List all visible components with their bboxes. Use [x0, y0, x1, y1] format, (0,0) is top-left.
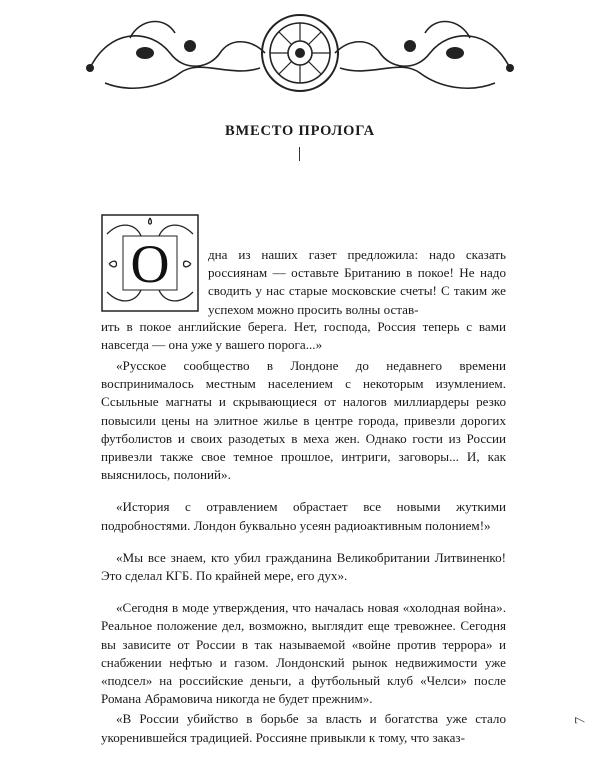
- first-paragraph-start: дна из наших газет предложила: надо сказать россиянам — оставьте Британию в покое! Не надо сводить у нас старые московские счеты! С таким же успехом можно просить волны остав-: [208, 247, 506, 317]
- paragraph: «Мы все знаем, кто убил гражданина Великобритании Литвиненко! Это сделал КГБ. По крайней мере, его дух».: [101, 549, 506, 584]
- first-paragraph-rest: ить в покое английские берега. Нет, господа, Россия теперь с вами навсегда — она уже у вашего порога...»: [101, 319, 506, 353]
- paragraph: «Русское сообщество в Лондоне до недавнего времени воспринималось местным населением с некоторым изумлением. Ссыльные магнаты и скрывающиеся от налогов миллиардеры резко повысили цены на элитное жилье в центре города, привезли дорогих футболистов и своих разодетых в меха жен. Однако гости из России привезли также свое темное прошлое, интриги, заговоры... И, как выяснилось, полоний».: [101, 358, 506, 483]
- page-number: 7: [571, 716, 588, 725]
- paragraph: «Сегодня в моде утверждения, что началась новая «холодная война». Реальное положение дел, возможно, выглядит еще тревожнее. Сегодня вы зависите от России в так называемой «войне против террора» и снабжении нефтью и газом. Лондонский рынок недвижимости уже «подсел» на российские деньги, а футбольный клуб «Челси» после Романа Абрамовича никогда не будет прежним».: [101, 600, 506, 707]
- chapter-title: ВМЕСТО ПРОЛОГА: [225, 123, 375, 139]
- paragraph: «В России убийство в борьбе за власть и богатства уже стало укоренившейся традицией. Россияне привыкли к тому, что заказ-: [101, 711, 506, 745]
- title-rule: [299, 147, 300, 161]
- body-text: [101, 357, 506, 761]
- dropcap-letter: О: [130, 234, 170, 294]
- dropcap-ornament: [101, 214, 199, 312]
- paragraph: «История с отравлением обрастает все новыми жуткими подробностями. Лондон буквально усеян радиоактивным полонием!»: [101, 499, 506, 533]
- header-ornament: [70, 8, 530, 98]
